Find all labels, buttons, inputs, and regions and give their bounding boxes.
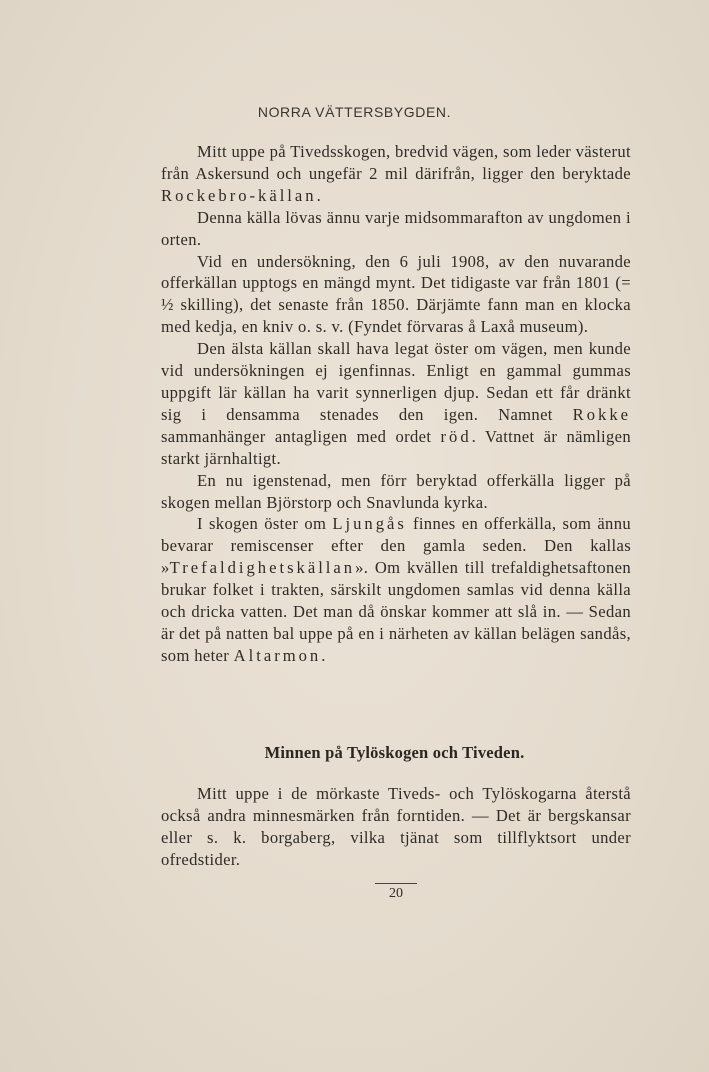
- text-run: I skogen öster om: [197, 514, 333, 534]
- text-run: Den älsta källan skall hava legat öster om vägen, men kunde vid undersökningen ej igenfinnas. Enligt en gammal gummas uppgift lär källan ha varit synnerligen djup. Sedan ett får dränkt sig i densamma stenades den igen. Namnet: [161, 339, 631, 424]
- text-run: . Vattnet är nämligen starkt järnhaltigt.: [161, 426, 631, 468]
- page-number: 20: [375, 883, 417, 902]
- paragraph: Vid en undersökning, den 6 juli 1908, av den nuvarande offerkällan upptogs en mängd mynt. Det tidigaste var från 1801 (= ½ skilling), det senaste från 1850. Därjämte fann man en klocka med kedja, en kniv o. s. v. (Fyndet förvaras å Laxå museum).: [161, 251, 631, 337]
- spaced-name: Altarmon: [233, 645, 322, 665]
- text-run: ». Om kvällen till trefaldighetsaftonen brukar folket i trakten, särskilt ungdomen samlas vid denna källa och dricka vatten. Det man då önskar kommer att slå in. — Sedan är det på natten bal uppe på en i närheten av källan belägen sandås, som heter: [161, 558, 631, 665]
- text-run: .: [321, 645, 326, 665]
- section-text-block: [161, 783, 631, 871]
- running-title: NORRA VÄTTERSBYGDEN.: [257, 104, 452, 120]
- paragraph: En nu igenstenad, men förr beryktad offerkälla ligger på skogen mellan Björstorp och Snavlunda kyrka.: [161, 470, 631, 512]
- spaced-name: Rokke: [572, 404, 631, 424]
- paragraph: [161, 141, 631, 207]
- paragraph: [161, 338, 631, 469]
- spaced-name: Ljungås: [332, 514, 407, 534]
- main-text-block: [161, 141, 631, 667]
- paragraph: Denna källa lövas ännu varje midsommarafton av ungdomen i orten.: [161, 207, 631, 249]
- spaced-name: Rockebro-källan: [161, 185, 317, 205]
- text-run: sammanhänger antagligen med ordet: [161, 426, 441, 446]
- paragraph: Mitt uppe i de mörkaste Tiveds- och Tylöskogarna återstå också andra minnesmärken från forntiden. — Det är bergskansar eller s. k. borgaberg, vilka tjänat som tillflyktsort under ofredstider.: [161, 784, 631, 869]
- section-heading: Minnen på Tylöskogen och Tiveden.: [264, 743, 525, 762]
- spaced-word: röd: [440, 426, 472, 446]
- text-run: Mitt uppe på Tivedsskogen, bredvid vägen, som leder västerut från Askersund och ungefär 2 mil därifrån, ligger den beryktade: [161, 142, 631, 183]
- paragraph: [161, 513, 631, 666]
- spaced-name: Trefaldighetskällan: [169, 558, 356, 578]
- text-run: .: [316, 185, 322, 205]
- text-run: finnes en offerkälla, som ännu bevarar remiscenser efter den gamla seden. Den kallas »: [161, 514, 632, 578]
